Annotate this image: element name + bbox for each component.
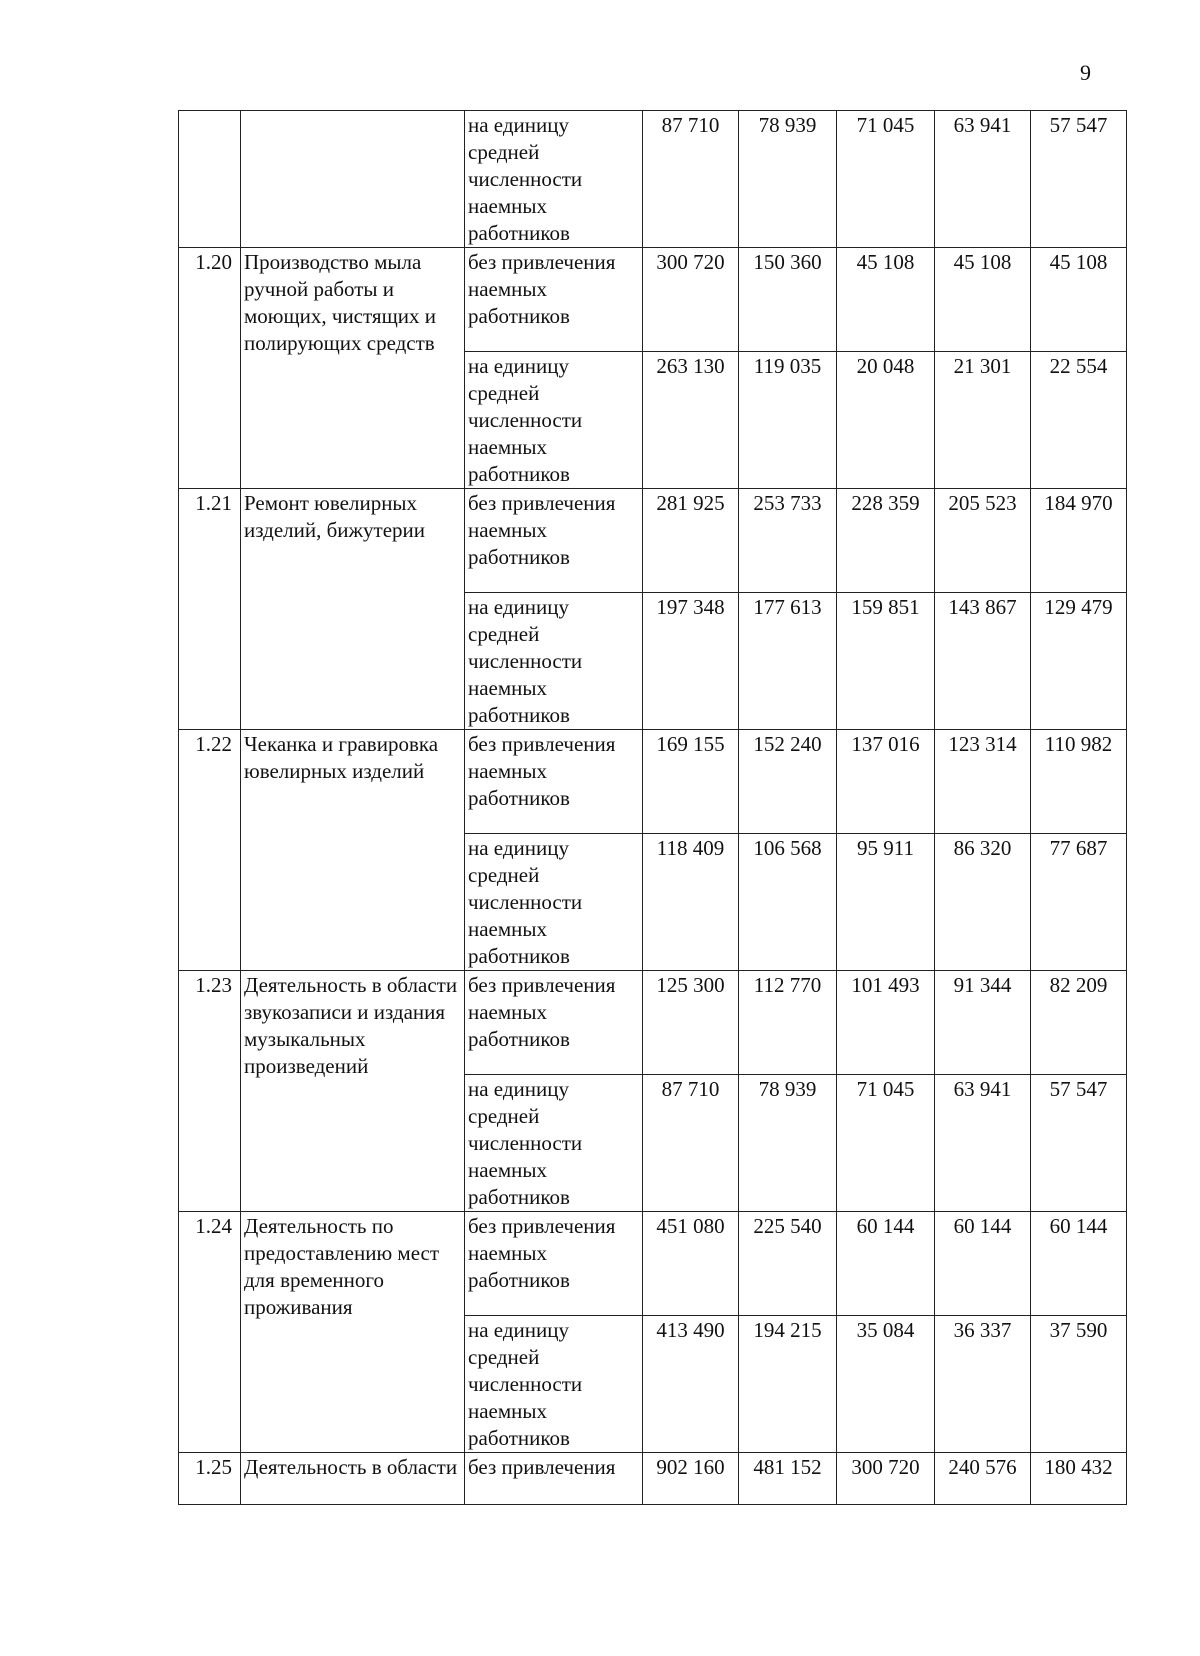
unit-label: на единицу средней численности наемных работников [465, 352, 643, 489]
row-number: 1.20 [179, 248, 241, 489]
row-number: 1.23 [179, 971, 241, 1212]
value-cell: 300 720 [643, 248, 739, 352]
activity-name: Деятельность по предоставлению мест для временного проживания [241, 1212, 465, 1453]
row-number: 1.25 [179, 1453, 241, 1505]
value-cell: 21 301 [935, 352, 1031, 489]
unit-label: без привлечения наемных работников [465, 489, 643, 593]
value-cell: 87 710 [643, 1075, 739, 1212]
table-row [179, 730, 1127, 834]
value-cell: 91 344 [935, 971, 1031, 1075]
value-cell: 110 982 [1031, 730, 1127, 834]
unit-label: без привлечения наемных работников [465, 971, 643, 1075]
value-cell: 281 925 [643, 489, 739, 593]
value-cell: 63 941 [935, 111, 1031, 248]
value-cell: 253 733 [739, 489, 837, 593]
unit-label: на единицу средней численности наемных работников [465, 1075, 643, 1212]
value-cell: 45 108 [837, 248, 935, 352]
value-cell: 36 337 [935, 1316, 1031, 1453]
unit-label: без привлечения наемных работников [465, 248, 643, 352]
value-cell: 123 314 [935, 730, 1031, 834]
value-cell: 60 144 [837, 1212, 935, 1316]
value-cell: 86 320 [935, 834, 1031, 971]
value-cell: 82 209 [1031, 971, 1127, 1075]
value-cell: 77 687 [1031, 834, 1127, 971]
unit-label: без привлечения [465, 1453, 643, 1505]
table-row [179, 248, 1127, 352]
value-cell: 197 348 [643, 593, 739, 730]
value-cell: 63 941 [935, 1075, 1031, 1212]
value-cell: 78 939 [739, 1075, 837, 1212]
value-cell: 228 359 [837, 489, 935, 593]
activity-name [241, 111, 465, 248]
value-cell: 902 160 [643, 1453, 739, 1505]
row-number [179, 111, 241, 248]
activity-name: Чеканка и гравировка ювелирных изделий [241, 730, 465, 971]
value-cell: 45 108 [1031, 248, 1127, 352]
value-cell: 159 851 [837, 593, 935, 730]
value-cell: 143 867 [935, 593, 1031, 730]
value-cell: 78 939 [739, 111, 837, 248]
unit-label: на единицу средней численности наемных работников [465, 593, 643, 730]
value-cell: 240 576 [935, 1453, 1031, 1505]
value-cell: 180 432 [1031, 1453, 1127, 1505]
unit-label: на единицу средней численности наемных работников [465, 1316, 643, 1453]
value-cell: 101 493 [837, 971, 935, 1075]
table-row [179, 971, 1127, 1075]
value-cell: 152 240 [739, 730, 837, 834]
table-row [179, 1453, 1127, 1505]
value-cell: 71 045 [837, 1075, 935, 1212]
value-cell: 35 084 [837, 1316, 935, 1453]
value-cell: 481 152 [739, 1453, 837, 1505]
unit-label: на единицу средней численности наемных работников [465, 111, 643, 248]
value-cell: 57 547 [1031, 111, 1127, 248]
value-cell: 169 155 [643, 730, 739, 834]
value-cell: 60 144 [935, 1212, 1031, 1316]
activity-name: Деятельность в области [241, 1453, 465, 1505]
value-cell: 106 568 [739, 834, 837, 971]
value-cell: 45 108 [935, 248, 1031, 352]
unit-label: на единицу средней численности наемных работников [465, 834, 643, 971]
value-cell: 300 720 [837, 1453, 935, 1505]
unit-label: без привлечения наемных работников [465, 730, 643, 834]
value-cell: 119 035 [739, 352, 837, 489]
table-body [179, 111, 1127, 1505]
value-cell: 150 360 [739, 248, 837, 352]
value-cell: 184 970 [1031, 489, 1127, 593]
value-cell: 177 613 [739, 593, 837, 730]
value-cell: 57 547 [1031, 1075, 1127, 1212]
row-number: 1.24 [179, 1212, 241, 1453]
table-row [179, 111, 1127, 248]
row-number: 1.21 [179, 489, 241, 730]
row-number: 1.22 [179, 730, 241, 971]
value-cell: 129 479 [1031, 593, 1127, 730]
value-cell: 125 300 [643, 971, 739, 1075]
value-cell: 263 130 [643, 352, 739, 489]
value-cell: 413 490 [643, 1316, 739, 1453]
activity-name: Ремонт ювелирных изделий, бижутерии [241, 489, 465, 730]
value-cell: 37 590 [1031, 1316, 1127, 1453]
value-cell: 205 523 [935, 489, 1031, 593]
table-row [179, 489, 1127, 593]
value-cell: 87 710 [643, 111, 739, 248]
value-cell: 451 080 [643, 1212, 739, 1316]
page-number: 9 [1080, 60, 1091, 85]
value-cell: 137 016 [837, 730, 935, 834]
activity-name: Производство мыла ручной работы и моющих, чистящих и полирующих средств [241, 248, 465, 489]
value-cell: 20 048 [837, 352, 935, 489]
value-cell: 95 911 [837, 834, 935, 971]
value-cell: 118 409 [643, 834, 739, 971]
value-cell: 60 144 [1031, 1212, 1127, 1316]
tariff-table [178, 110, 1127, 1505]
value-cell: 194 215 [739, 1316, 837, 1453]
value-cell: 71 045 [837, 111, 935, 248]
value-cell: 225 540 [739, 1212, 837, 1316]
activity-name: Деятельность в области звукозаписи и издания музыкальных произведений [241, 971, 465, 1212]
value-cell: 112 770 [739, 971, 837, 1075]
table-row [179, 1212, 1127, 1316]
value-cell: 22 554 [1031, 352, 1127, 489]
unit-label: без привлечения наемных работников [465, 1212, 643, 1316]
